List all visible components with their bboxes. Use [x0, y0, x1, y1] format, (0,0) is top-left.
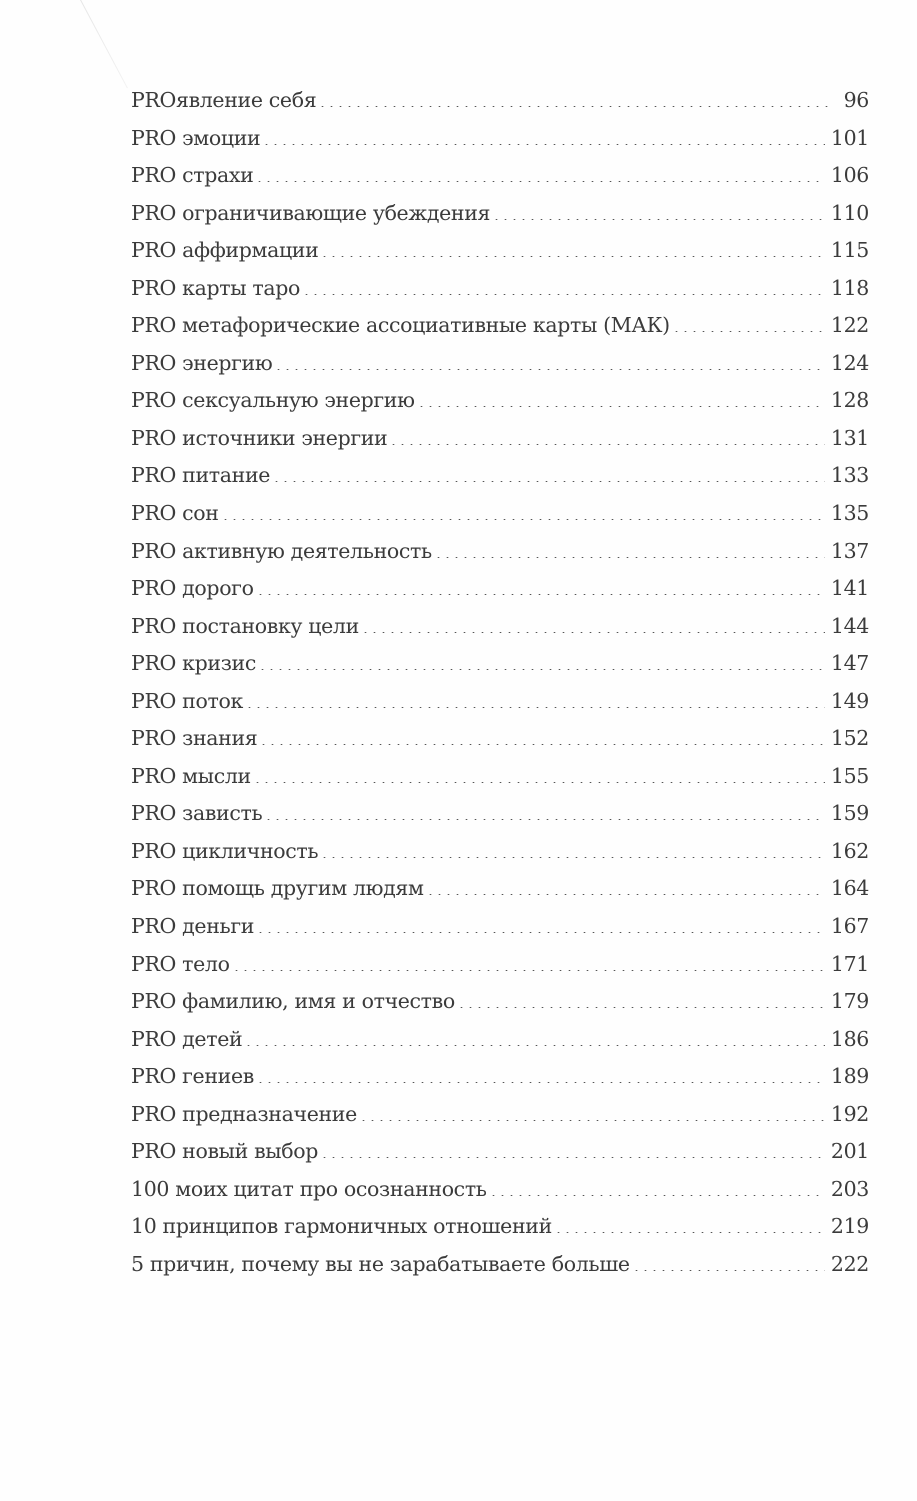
toc-entry	[131, 120, 869, 158]
dot-leader	[256, 1082, 825, 1083]
toc-entry-title: PRO сексуальную энергию	[131, 388, 415, 413]
toc-entry-title: PRO зависть	[131, 801, 263, 826]
toc-entry-page: 128	[830, 388, 869, 413]
toc-entry	[131, 1096, 869, 1134]
toc-entry-title: PROявление себя	[131, 88, 317, 112]
dot-leader	[417, 406, 825, 407]
toc-entry-page: 144	[830, 613, 869, 638]
toc-entry-page: 141	[830, 576, 869, 601]
toc-entry	[131, 420, 869, 458]
toc-entry-title: PRO питание	[131, 463, 271, 488]
toc-entry	[131, 1208, 869, 1246]
toc-entry	[131, 908, 869, 946]
toc-entry-page: 149	[830, 688, 869, 713]
toc-entry-title: PRO поток	[131, 688, 243, 713]
toc-entry-page: 147	[830, 651, 869, 676]
toc-entry-page: 133	[830, 463, 869, 488]
dot-leader	[320, 256, 824, 257]
dot-leader	[232, 970, 825, 971]
toc-entry	[131, 870, 869, 908]
toc-entry-title: PRO фамилию, имя и отчество	[131, 989, 455, 1014]
toc-entry-page: 124	[830, 350, 869, 375]
dot-leader	[221, 519, 825, 520]
dot-leader	[434, 557, 825, 558]
toc-entry-page: 155	[830, 763, 869, 788]
toc-entry-page: 186	[830, 1026, 869, 1051]
toc-entry-title: PRO энергию	[131, 350, 273, 375]
toc-entry	[131, 307, 869, 345]
toc-entry	[131, 758, 869, 796]
toc-entry-page: 110	[830, 200, 869, 225]
toc-entry-title: PRO эмоции	[131, 125, 261, 150]
dot-leader	[492, 219, 825, 220]
dot-leader	[361, 632, 825, 633]
toc-entry-title: PRO метафорические ассоциативные карты (МАК)	[131, 313, 670, 338]
toc-entry	[131, 382, 869, 420]
toc-entry-page: 122	[830, 313, 869, 338]
dot-leader	[245, 707, 825, 708]
toc-entry-page: 222	[830, 1251, 869, 1276]
toc-entry-page: 101	[830, 125, 869, 150]
toc-entry	[131, 645, 869, 683]
toc-entry	[131, 270, 869, 308]
toc-entry-title: PRO карты таро	[131, 275, 301, 300]
toc-entry-title: PRO источники энергии	[131, 425, 388, 450]
toc-entry-page: 201	[830, 1139, 869, 1164]
toc-entry-page: 118	[830, 275, 869, 300]
dot-leader	[672, 331, 825, 332]
toc-entry-title: PRO кризис	[131, 651, 256, 676]
toc-entry	[131, 946, 869, 984]
dot-leader	[554, 1232, 825, 1233]
dot-leader	[318, 106, 833, 107]
toc-entry-title: PRO деньги	[131, 914, 255, 939]
toc-entry-title: PRO знания	[131, 726, 258, 751]
dot-leader	[426, 894, 825, 895]
toc-entry	[131, 1171, 869, 1209]
toc-entry-page: 162	[830, 838, 869, 863]
dot-leader	[255, 181, 824, 182]
toc-entry-title: PRO цикличность	[131, 838, 319, 863]
toc-entry-page: 171	[830, 951, 869, 976]
toc-entry	[131, 983, 869, 1021]
toc-entry	[131, 1021, 869, 1059]
toc-entry-page: 179	[830, 989, 869, 1014]
toc-entry-title: PRO сон	[131, 501, 219, 526]
toc-entry-page: 96	[843, 88, 869, 112]
toc-entry-title: PRO аффирмации	[131, 238, 319, 263]
dot-leader	[258, 669, 825, 670]
toc-entry-title: PRO детей	[131, 1026, 243, 1051]
toc-entry	[131, 795, 869, 833]
toc-entry-title: PRO гениев	[131, 1064, 254, 1089]
toc-entry	[131, 1133, 869, 1171]
toc-entry-title: PRO активную деятельность	[131, 538, 432, 563]
toc-entry	[131, 345, 869, 383]
dot-leader	[264, 819, 825, 820]
toc-entry	[131, 683, 869, 721]
toc-entry-page: 115	[830, 238, 869, 263]
toc-entry	[131, 720, 869, 758]
toc-entry-page: 219	[830, 1214, 869, 1239]
toc-entry	[131, 157, 869, 195]
toc-entry-page: 192	[830, 1101, 869, 1126]
toc-entry-title: PRO ограничивающие убеждения	[131, 200, 491, 225]
toc-entry-title: PRO мысли	[131, 763, 251, 788]
toc-entry	[131, 533, 869, 571]
toc-entry	[131, 570, 869, 608]
toc-entry-page: 137	[830, 538, 869, 563]
toc-entry-title: PRO помощь другим людям	[131, 876, 424, 901]
dot-leader	[302, 294, 825, 295]
toc-entry-title: 5 причин, почему вы не зарабатываете больше	[131, 1251, 630, 1276]
dot-leader	[320, 1157, 825, 1158]
dot-leader	[489, 1195, 825, 1196]
toc-entry-title: 10 принципов гармоничных отношений	[131, 1214, 552, 1239]
toc-entry-page: 131	[830, 425, 869, 450]
toc-entry-title: PRO постановку цели	[131, 613, 359, 638]
toc-entry-title: PRO новый выбор	[131, 1139, 319, 1164]
dot-leader	[262, 144, 825, 145]
dot-leader	[272, 481, 825, 482]
toc-entry	[131, 195, 869, 233]
toc-entry	[131, 82, 869, 120]
toc-entry-title: PRO тело	[131, 951, 230, 976]
toc-entry-page: 159	[830, 801, 869, 826]
dot-leader	[274, 369, 825, 370]
table-of-contents	[131, 82, 869, 1284]
dot-leader	[457, 1007, 825, 1008]
dot-leader	[632, 1270, 825, 1271]
dot-leader	[256, 932, 825, 933]
toc-entry-page: 152	[830, 726, 869, 751]
toc-entry-page: 164	[830, 876, 869, 901]
paper-crease	[80, 0, 128, 88]
toc-entry-page: 203	[830, 1176, 869, 1201]
toc-entry	[131, 495, 869, 533]
dot-leader	[359, 1120, 825, 1121]
toc-entry-page: 106	[830, 163, 869, 188]
toc-entry	[131, 608, 869, 646]
toc-entry	[131, 1058, 869, 1096]
dot-leader	[253, 782, 825, 783]
toc-entry	[131, 833, 869, 871]
toc-entry-title: 100 моих цитат про осознанность	[131, 1176, 487, 1201]
toc-entry-page: 135	[830, 501, 869, 526]
toc-entry-page: 189	[830, 1064, 869, 1089]
toc-entry	[131, 232, 869, 270]
dot-leader	[256, 594, 825, 595]
toc-entry	[131, 457, 869, 495]
dot-leader	[389, 444, 825, 445]
toc-entry-page: 167	[830, 914, 869, 939]
toc-entry-title: PRO страхи	[131, 163, 254, 188]
dot-leader	[320, 857, 825, 858]
toc-entry-title: PRO дорого	[131, 576, 254, 601]
dot-leader	[259, 744, 825, 745]
toc-entry-title: PRO предназначение	[131, 1101, 357, 1126]
dot-leader	[244, 1045, 825, 1046]
toc-entry	[131, 1246, 869, 1284]
